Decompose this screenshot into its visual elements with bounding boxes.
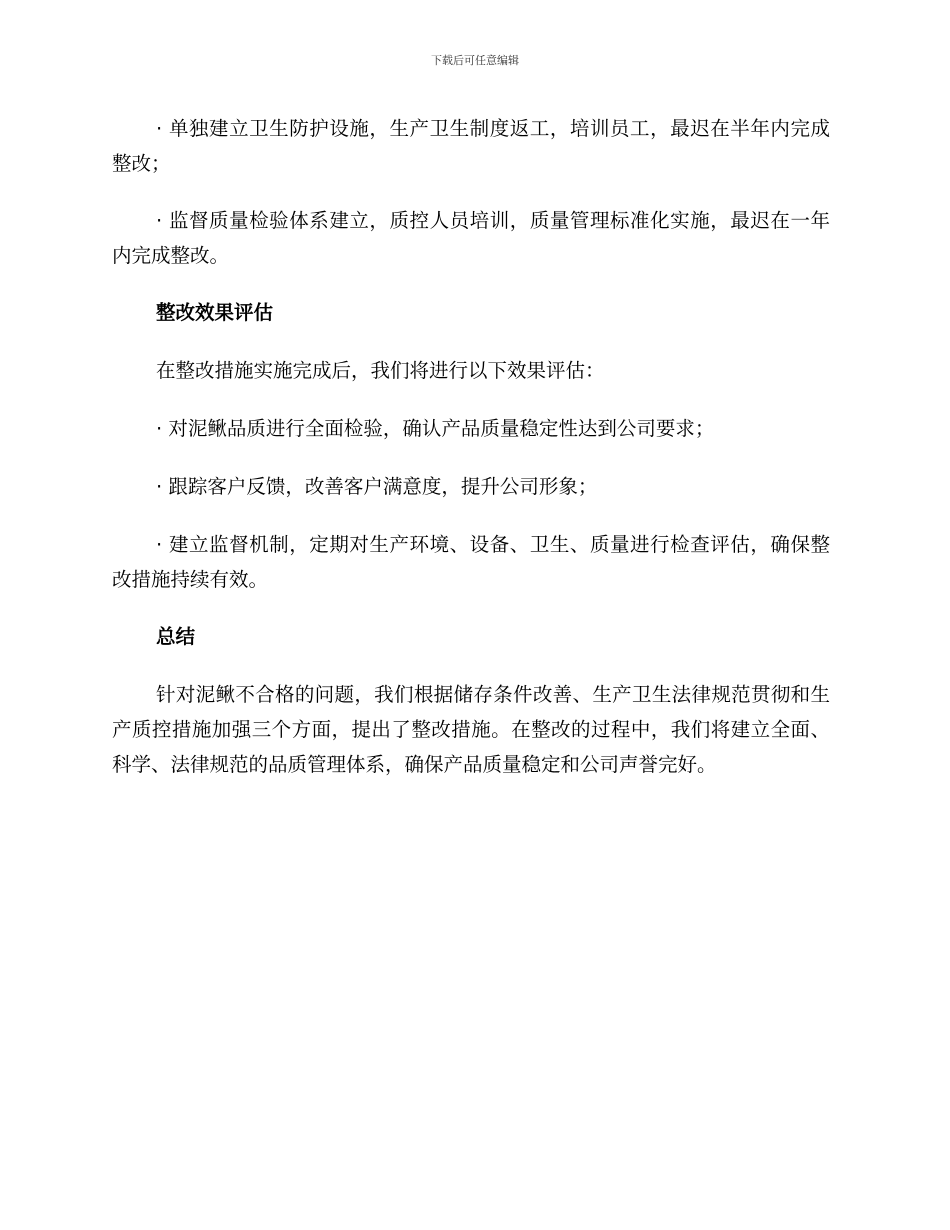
evaluation-item-1: · 对泥鳅品质进行全面检验，确认产品质量稳定性达到公司要求； xyxy=(156,417,715,440)
bullet-hygiene: · 单独建立卫生防护设施，生产卫生制度返工，培训员工，最迟在半年内完成整改； xyxy=(112,117,830,175)
section-title-summary: 总结 xyxy=(156,625,196,648)
bullet-quality: · 监督质量检验体系建立，质控人员培训，质量管理标准化实施，最迟在一年内完成整改。 xyxy=(112,209,830,267)
evaluation-item-3: · 建立监督机制，定期对生产环境、设备、卫生、质量进行检查评估，确保整改措施持续有效。 xyxy=(112,533,830,591)
page-header-note: 下载后可任意编辑 xyxy=(431,54,519,67)
evaluation-intro: 在整改措施实施完成后，我们将进行以下效果评估： xyxy=(156,359,605,382)
section-title-evaluation: 整改效果评估 xyxy=(156,301,274,324)
document-body xyxy=(112,111,830,782)
evaluation-item-2: · 跟踪客户反馈，改善客户满意度，提升公司形象； xyxy=(156,475,598,498)
summary-body: 针对泥鳅不合格的问题，我们根据储存条件改善、生产卫生法律规范贯彻和生产质控措施加强三个方面，提出了整改措施。在整改的过程中，我们将建立全面、科学、法律规范的品质管理体系，确保产品质量稳定和公司声誉完好。 xyxy=(112,683,830,776)
